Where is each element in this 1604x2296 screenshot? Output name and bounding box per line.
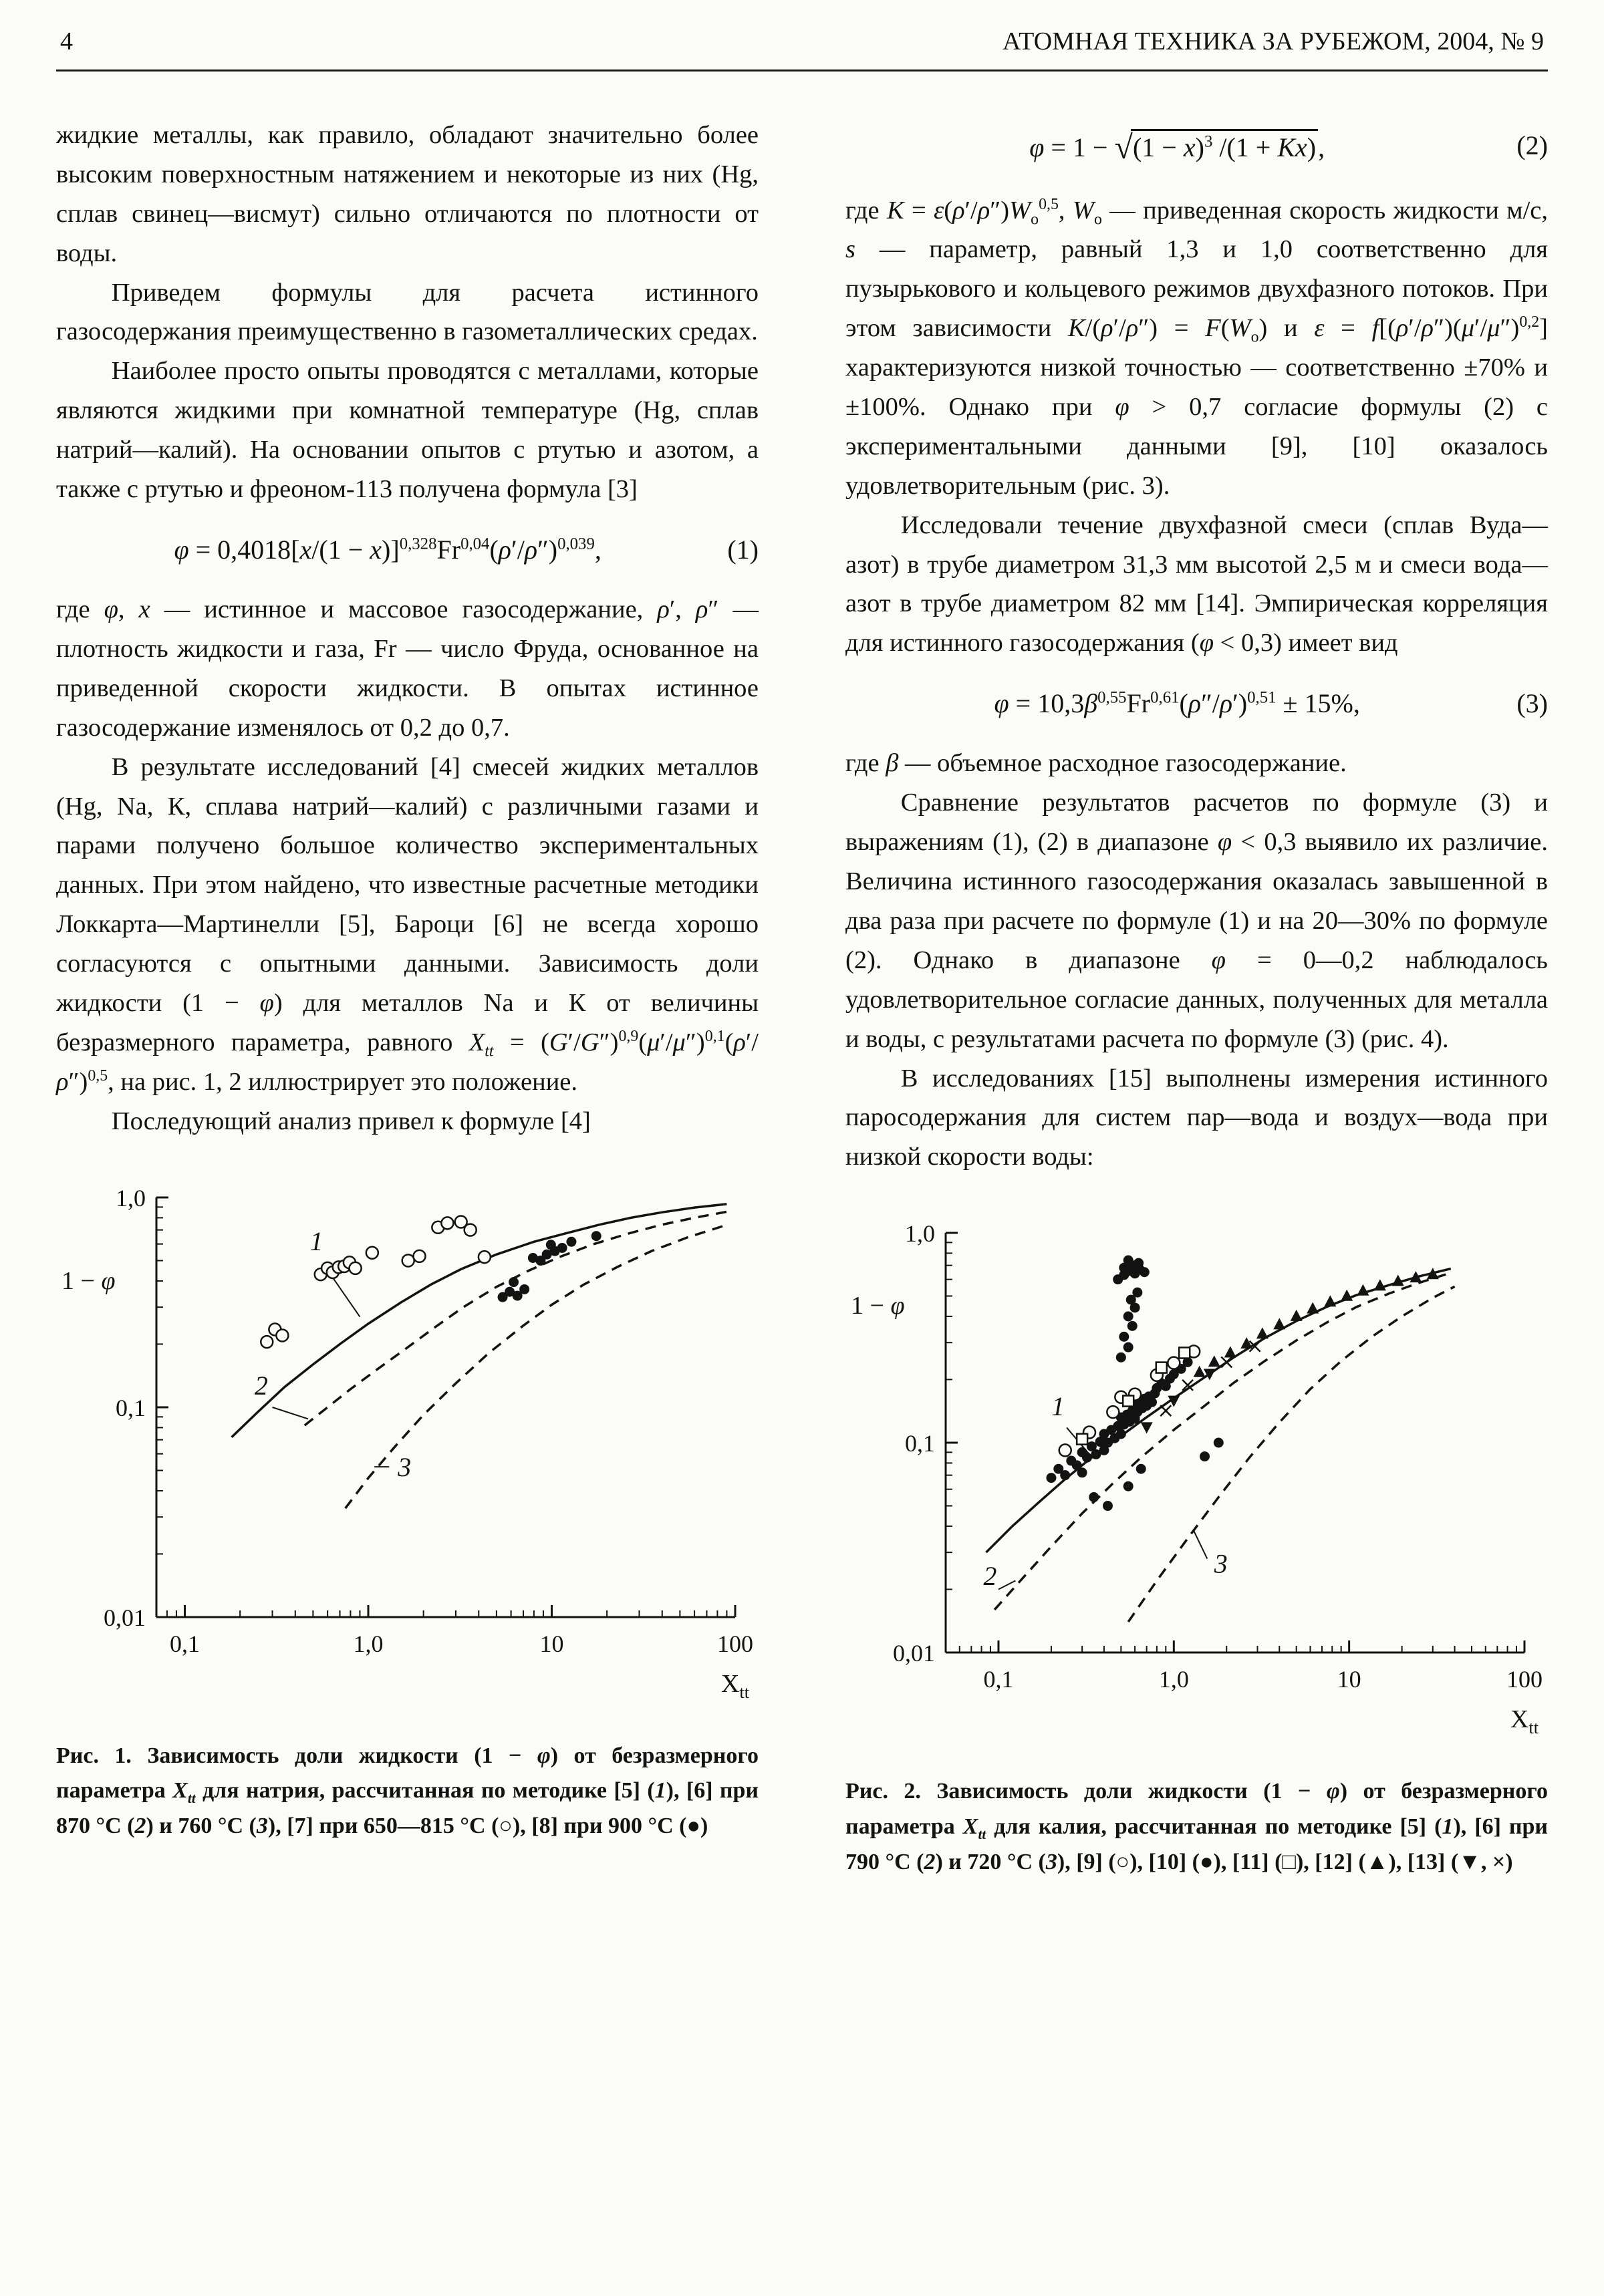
data-point-triangle-up [1194, 1366, 1206, 1377]
x-tick-label: 10 [1337, 1666, 1361, 1693]
paragraph: Сравнение результатов расчетов по формуле (3) и выражениям (1), (2) в диапазоне φ < 0,3 выявило их различие. Величина истинного газосодержания оказалась завышенной в два раза при расчете по формуле (1) и на 20—30% по формуле (2). Однако в диапазоне φ = 0—0,2 наблюдалось удовлетворительное согласие данных, полученных для металла и воды, с результатами расчета по формуле (3) (рис. 4). [845, 788, 1548, 1053]
paragraph: Наиболее просто опыты проводятся с металлами, которые являются жидкими при комнатной температуре (Hg, сплав натрий—калий). На основании опытов с ртутью и азотом, а также с ртутью и фреоном-113 получена формула [3] [56, 357, 759, 504]
data-point-circle-filled [1082, 1453, 1092, 1463]
data-point-circle-open [479, 1251, 491, 1263]
data-point-circle-open [464, 1224, 477, 1236]
page-header [56, 20, 1548, 69]
x-tick-label: 1,0 [1158, 1666, 1189, 1693]
data-point-circle-filled [1089, 1492, 1099, 1502]
data-point-circle-open [276, 1329, 288, 1341]
data-point-circle-filled [1046, 1473, 1056, 1483]
paragraph: Последующий анализ привел к формуле [4] [111, 1107, 591, 1135]
equation-2 [845, 120, 1548, 171]
data-point-circle-filled [546, 1240, 556, 1250]
page-content [56, 116, 1548, 1880]
equation-3-number: (3) [1516, 688, 1548, 719]
equation-2-body: $\varphi = 1 - √(1 - x)^3$ /(1 + Kx), [1029, 128, 1325, 166]
data-point-circle-open [441, 1217, 453, 1229]
figure-2-chart [845, 1218, 1548, 1739]
data-point-circle-filled [1060, 1470, 1070, 1480]
data-point-triangle-up [1224, 1346, 1236, 1358]
figure-1-chart [56, 1183, 759, 1704]
equation-1-number: (1) [727, 534, 759, 565]
data-point-circle-filled [1116, 1429, 1126, 1439]
data-point-circle-filled [1123, 1342, 1133, 1352]
page-number: 4 [60, 27, 73, 55]
data-point-circle-open [1107, 1406, 1119, 1418]
figure-2-caption: Рис. 2. Зависимость доли жидкости (1 − φ) от безразмерного параметра $X_{tt}$ для калия, рассчитанная по методике [5] (1), [6] при 790 °С (2) и 720 °С (3), [9] (○), [10] (●), [11] (□), [12] (▲), [13] (▼, ×) [845, 1779, 1549, 1874]
data-point-circle-filled [1123, 1481, 1133, 1491]
data-point-circle-filled [1127, 1321, 1138, 1331]
x-tick-label: 10 [539, 1630, 564, 1657]
data-point-circle-filled [1133, 1258, 1144, 1268]
x-tick-label: 100 [717, 1630, 753, 1657]
x-tick-label: 1,0 [353, 1630, 384, 1657]
data-point-circle-filled [591, 1231, 602, 1241]
paragraph: В результате исследований [4] смесей жидких металлов (Hg, Na, К, сплава натрий—калий) с различными газами и парами получено большое количество экспериментальных данных. При этом найдено, что известные расчетные методики Локкарта—Мартинелли [5], Бароци [6] не всегда хорошо согласуются с опытными данными. Зависимость доли жидкости (1 − φ) для металлов Na и К от величины безразмерного параметра, равного $X_{tt} = (G'/G'')^{0,9}(\mu'/\mu'')^{0,1}(\rho'/\rho'')^{0,5}$, на рис. 1, 2 иллюстрирует это положение. [56, 752, 759, 1096]
x-axis-label: $X_{tt}$ [1510, 1705, 1539, 1738]
data-point-circle-open [350, 1262, 362, 1274]
equation-1 [56, 529, 759, 570]
data-point-triangle-up [1324, 1296, 1336, 1307]
curve-1 [232, 1203, 727, 1437]
paragraph: жидкие металлы, как правило, обладают значительно более высоким поверхностным натяжением и некоторые из них (Hg, сплав свинец—висмут) сильно отличаются по плотности от воды. [56, 121, 759, 267]
x-axis-label: $X_{tt}$ [720, 1669, 750, 1702]
data-point-square-open [1156, 1362, 1167, 1373]
equation-3 [845, 683, 1548, 724]
data-point-triangle-up [1208, 1356, 1220, 1367]
paragraph: Приведем формулы для расчета истинного газосодержания преимущественно в газометаллических средах. [56, 278, 759, 346]
data-point-circle-filled [1123, 1256, 1133, 1266]
data-point-circle-open [1059, 1445, 1071, 1457]
data-point-circle-filled [1136, 1464, 1146, 1474]
paragraph: Исследовали течение двухфазной смеси (сплав Вуда—азот) в трубе диаметром 31,3 мм высотой 2,5 м и смеси вода—азот в трубе диаметром 82 мм [14]. Эмпирическая корреляция для истинного газосодержания (φ < 0,3) имеет вид [845, 511, 1548, 658]
data-point-circle-filled [557, 1243, 567, 1253]
data-point-circle-filled [1147, 1397, 1157, 1407]
data-point-circle-filled [1116, 1352, 1126, 1362]
data-point-triangle-up [1307, 1302, 1319, 1314]
y-tick-label: 0,1 [905, 1430, 935, 1457]
equation-1-body: $\varphi = 0,4018[x/(1 - x)]^{0,328}Fr^{0,04}(\rho'/\rho'')^{0,039}$, [174, 534, 602, 565]
curve-3 [1128, 1286, 1454, 1622]
data-point-triangle-up [1341, 1290, 1353, 1301]
x-tick-label: 0,1 [170, 1630, 200, 1657]
equation-2-number: (2) [1516, 130, 1548, 160]
data-point-circle-filled [1214, 1438, 1224, 1448]
x-tick-label: 100 [1506, 1666, 1543, 1693]
left-column [56, 116, 759, 1880]
figure-1-caption: Рис. 1. Зависимость доли жидкости (1 − φ) от безразмерного параметра $X_{tt}$ для натрия, рассчитанная по методике [5] (1), [6] при 870 °С (2) и 760 °С (3), [7] при 650—815 °С (○), [8] при 900 °С (●) [56, 1743, 759, 1838]
paragraph: где φ, x — истинное и массовое газосодержание, ρ′, ρ″ — плотность жидкости и газа, Fr — число Фруда, основанное на приведенной скорости жидкости. В опытах истинное газосодержание изменялось от 0,2 до 0,7. [56, 595, 759, 742]
curve-label-leader [272, 1407, 308, 1419]
data-point-circle-open [261, 1336, 273, 1348]
right-column [845, 116, 1548, 1880]
data-point-circle-open [414, 1250, 426, 1262]
data-point-circle-filled [1103, 1501, 1113, 1511]
data-point-circle-filled [1119, 1332, 1129, 1342]
paragraph: где $K = \varepsilon(\rho'/\rho'')W_о^{0,5}$, $W_о$ — приведенная скорость жидкости м/с, s — параметр, равный 1,3 и 1,0 соответственно для пузырькового и кольцевого режимов двухфазного потоков. При этом зависимости $K/(\rho'/\rho'') = F(W_о)$ и $\varepsilon = f[(\rho'/\rho'')(\mu'/\mu'')^{0,2}]$ характеризуются низкой точностью — соответственно ±70% и ±100%. Однако при φ > 0,7 согласие формулы (2) с экспериментальными данными [9], [10] оказалось удовлетворительным (рис. 3). [845, 195, 1549, 500]
figure-2 [845, 1218, 1548, 1880]
y-axis-label: 1 − φ [851, 1292, 905, 1320]
data-point-circle-open [366, 1246, 378, 1258]
x-tick-label: 0,1 [983, 1666, 1014, 1693]
data-point-triangle-up [1291, 1310, 1303, 1321]
curve-2 [305, 1211, 727, 1425]
curve-label-leader [1194, 1531, 1207, 1559]
data-point-circle-filled [1132, 1288, 1142, 1298]
data-point-square-open [1077, 1434, 1087, 1445]
data-point-triangle-up [1357, 1284, 1369, 1296]
data-point-circle-filled [1200, 1451, 1210, 1461]
data-point-circle-filled [566, 1236, 576, 1246]
y-tick-label: 1,0 [905, 1220, 935, 1248]
y-axis-label: 1 − φ [61, 1266, 116, 1295]
data-point-triangle-up [1256, 1328, 1268, 1339]
journal-title: АТОМНАЯ ТЕХНИКА ЗА РУБЕЖОМ, 2004, № 9 [1002, 27, 1544, 55]
curve-label: 1 [309, 1226, 323, 1256]
data-point-square-open [1179, 1348, 1190, 1358]
curve-label: 3 [398, 1451, 412, 1482]
data-point-circle-open [1168, 1357, 1180, 1369]
data-point-triangle-up [1273, 1318, 1285, 1329]
data-point-circle-filled [1140, 1267, 1150, 1277]
data-point-triangle-up [1374, 1280, 1386, 1291]
data-point-triangle-down [1204, 1369, 1216, 1381]
y-tick-label: 0,01 [893, 1640, 935, 1667]
curve-label: 2 [254, 1370, 268, 1401]
y-tick-label: 1,0 [116, 1184, 146, 1211]
figure-1 [56, 1183, 759, 1844]
curve-label: 3 [1214, 1548, 1228, 1579]
curve-label: 2 [983, 1560, 997, 1591]
equation-3-body: $\varphi = 10,3\beta^{0,55}Fr^{0,61}(\rho''/\rho')^{0,51} \pm 15\%$, [994, 688, 1360, 719]
data-point-square-open [1123, 1396, 1133, 1407]
data-point-circle-filled [1123, 1312, 1133, 1322]
data-point-circle-filled [519, 1284, 529, 1294]
paragraph: где β — объемное расходное газосодержание. [845, 749, 1347, 778]
data-point-circle-open [402, 1254, 414, 1266]
y-tick-label: 0,1 [116, 1394, 146, 1421]
paragraph: В исследованиях [15] выполнены измерения истинного паросодержания для систем пар—вода и воздух—вода при низкой скорости воды: [845, 1064, 1548, 1171]
curve-label: 1 [1051, 1391, 1065, 1422]
header-rule [56, 69, 1548, 71]
data-point-circle-filled [1077, 1467, 1087, 1477]
data-point-triangle-down [1141, 1423, 1153, 1434]
data-point-circle-filled [509, 1277, 519, 1287]
y-tick-label: 0,01 [104, 1604, 146, 1631]
